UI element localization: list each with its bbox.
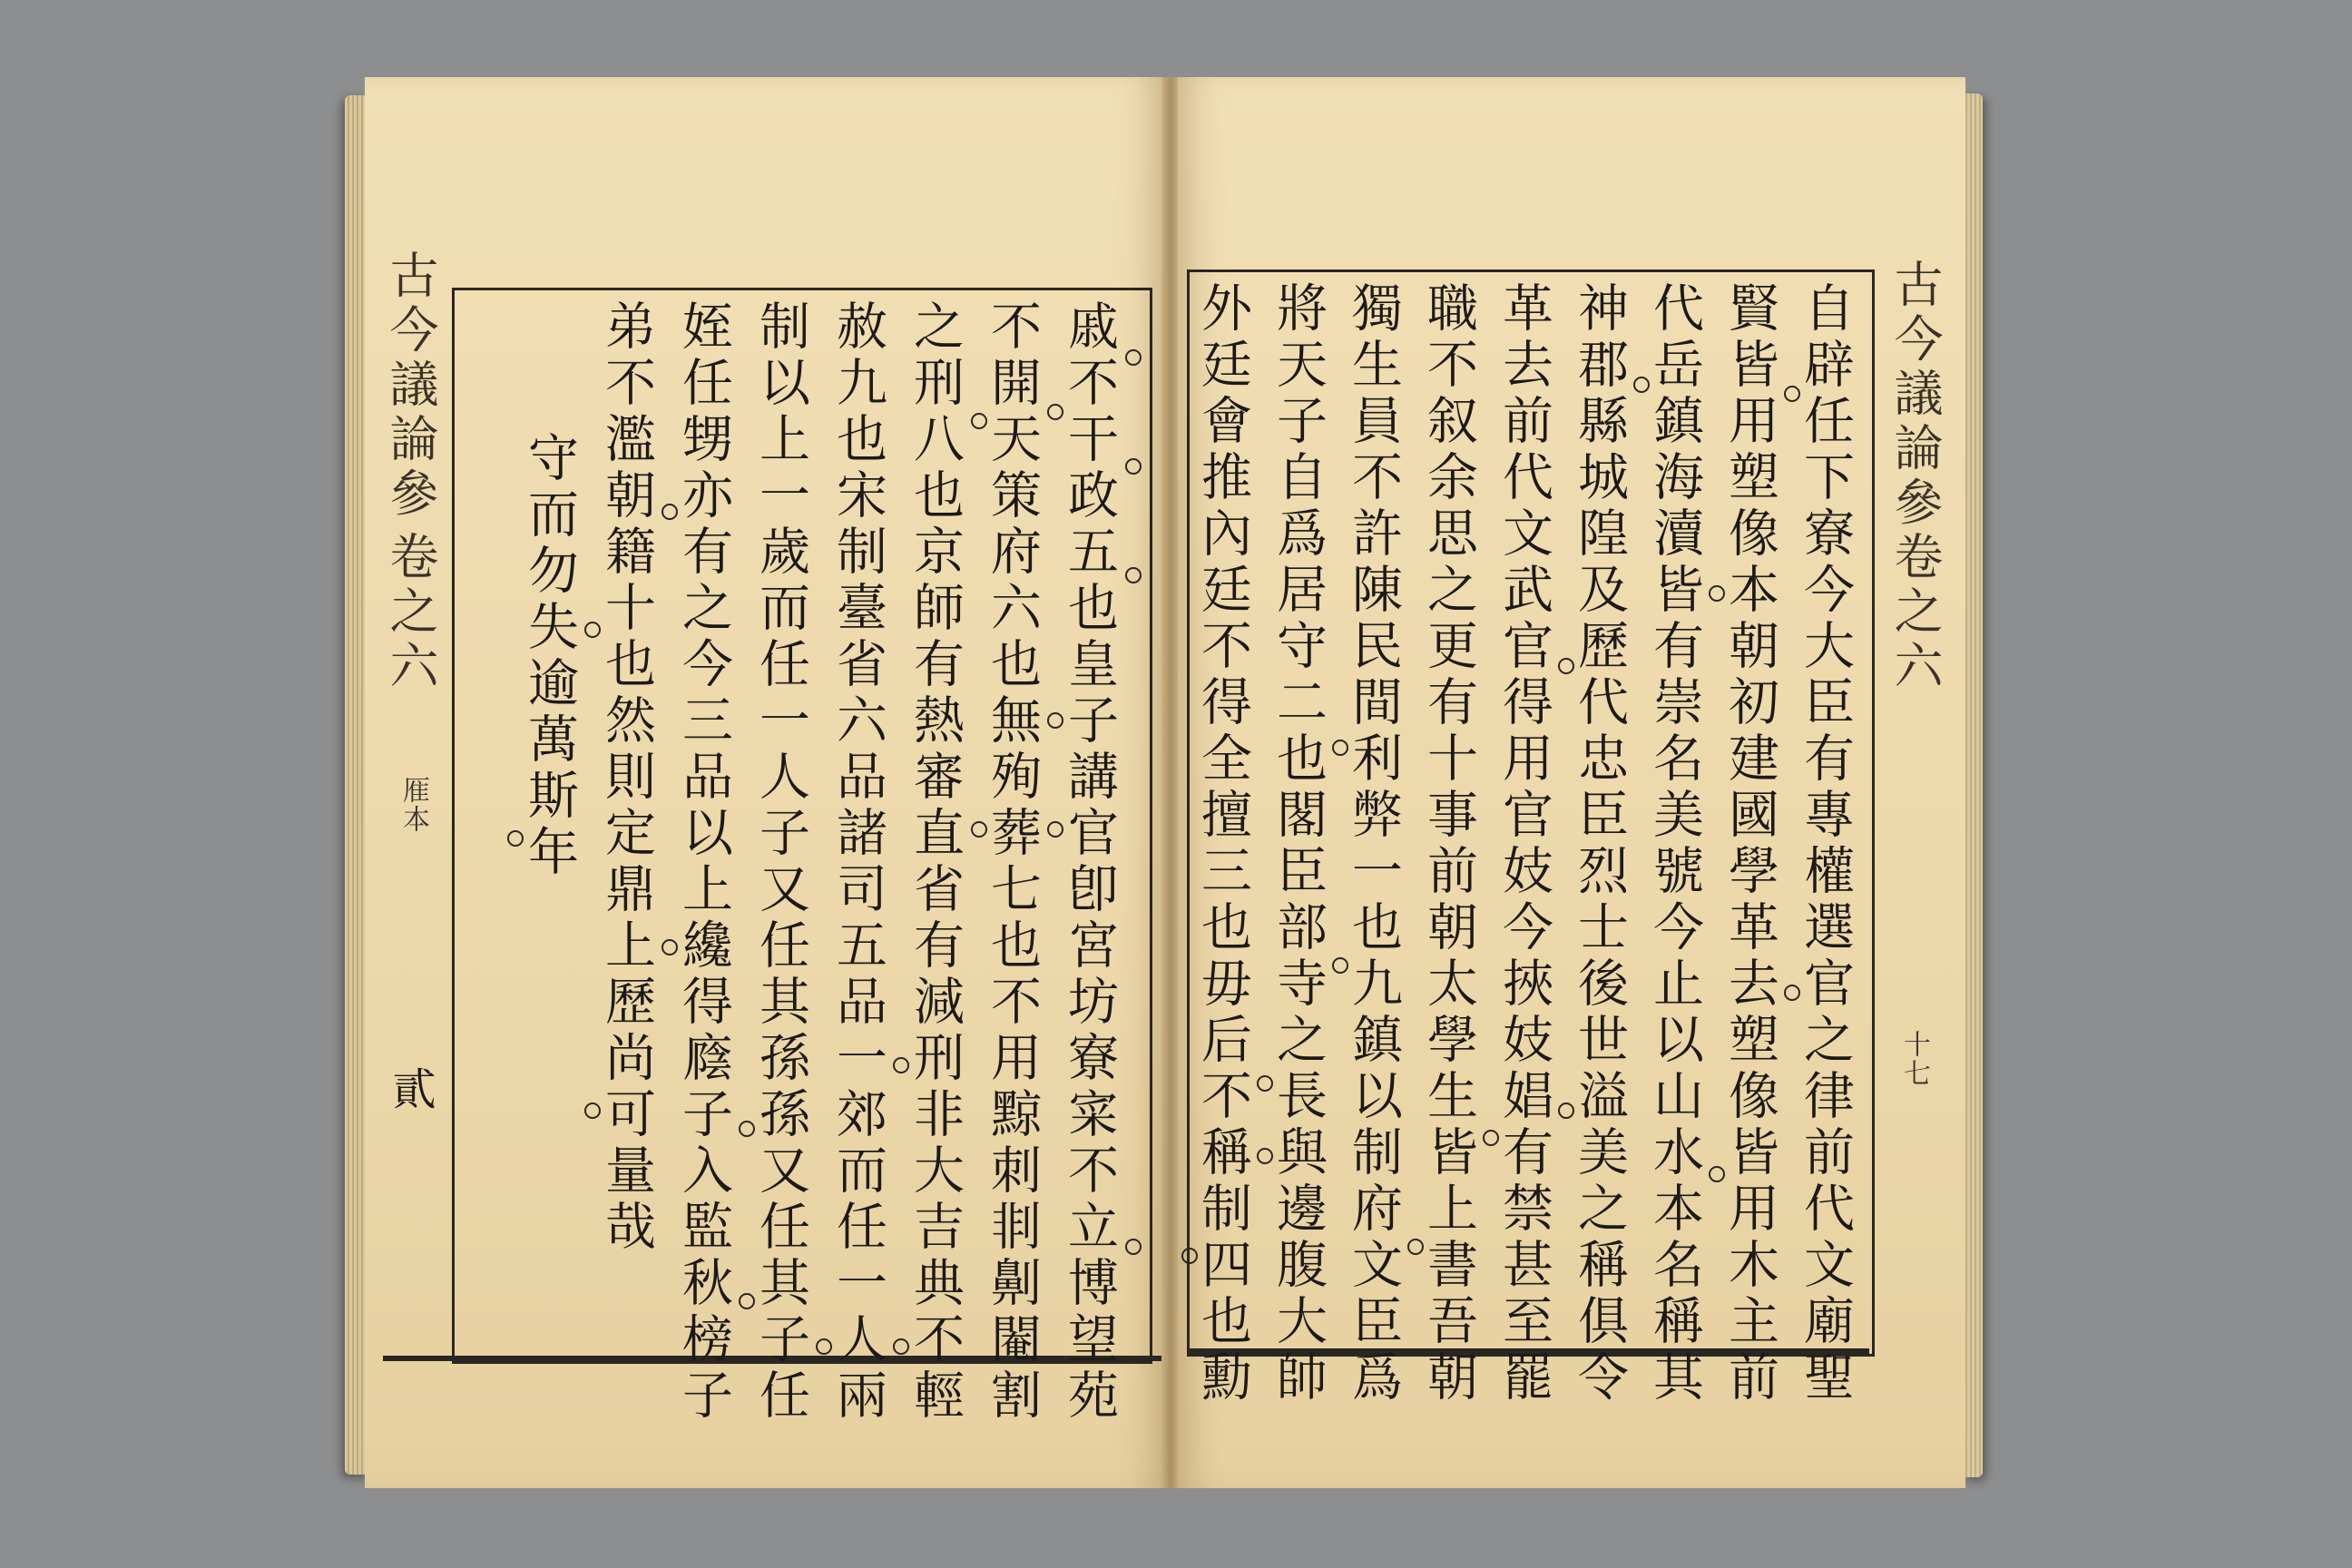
right-folio: 十七 bbox=[1898, 1030, 1930, 1088]
punctuation-circle bbox=[1125, 349, 1142, 366]
punctuation-circle bbox=[816, 1338, 832, 1355]
punctuation-circle bbox=[1483, 1130, 1499, 1146]
punctuation-circle bbox=[739, 1121, 755, 1137]
punctuation-circle bbox=[1407, 1239, 1424, 1255]
punctuation-circle bbox=[507, 830, 524, 847]
punctuation-circle bbox=[1633, 377, 1650, 393]
punctuation-circle bbox=[1558, 1102, 1574, 1119]
right-page-edges bbox=[1963, 93, 1983, 1477]
left-column-4: 赦九也宋制臺省六品諸司五品一郊而任一人兩 bbox=[828, 299, 887, 1425]
left-column-3: 之刑八也京師有熱審直省有減刑非大吉典不輕 bbox=[906, 299, 965, 1425]
punctuation-circle bbox=[1709, 1166, 1725, 1182]
left-margin-heading: 古今議論參 bbox=[382, 250, 439, 522]
left-margin-stamp: 㕍本 bbox=[397, 776, 429, 834]
right-column-4: 神郡縣城隍及歷代忠臣烈士後世溢美之稱俱令 bbox=[1570, 281, 1629, 1406]
left-margin-volume: 卷之六 bbox=[382, 531, 439, 694]
left-column-7: 弟不濫朝籍十也然則定鼎上歷尚可量哉 bbox=[597, 299, 656, 1256]
punctuation-circle bbox=[1558, 658, 1574, 674]
right-margin-volume: 卷之六 bbox=[1886, 531, 1944, 694]
punctuation-circle bbox=[1332, 957, 1348, 974]
punctuation-circle bbox=[893, 1057, 909, 1073]
right-margin-heading: 古今議論參 bbox=[1886, 259, 1944, 531]
left-column-6: 姪任甥亦有之今三品以上纔得廕子入監秋榜子 bbox=[674, 299, 733, 1425]
right-column-2: 賢皆用塑像本朝初建國學革去塑像皆用木主前 bbox=[1720, 281, 1779, 1406]
right-column-3: 代岳鎮海瀆皆有崇名美號今止以山水本名稱其 bbox=[1645, 281, 1704, 1406]
right-column-9: 外廷會推內廷不得全擅三也毋后不稱制四也勳 bbox=[1193, 281, 1252, 1406]
punctuation-circle bbox=[1332, 740, 1348, 756]
right-page bbox=[1178, 77, 1965, 1488]
punctuation-circle bbox=[584, 1102, 601, 1119]
right-column-1: 自辟任下寮今大臣有專權選官之律前代文廟聖 bbox=[1796, 281, 1855, 1406]
punctuation-circle bbox=[1047, 821, 1063, 838]
right-column-8: 將天子自爲居守二也閣臣部寺之長與邊腹大帥 bbox=[1269, 281, 1328, 1406]
right-column-5: 革去前代文武官得用官妓今挾妓娼有禁甚至罷 bbox=[1494, 281, 1553, 1406]
punctuation-circle bbox=[662, 939, 678, 956]
punctuation-circle bbox=[1047, 404, 1063, 420]
punctuation-circle bbox=[1181, 1248, 1198, 1264]
left-column-8: 守而勿失逾萬斯年 bbox=[520, 431, 579, 881]
punctuation-circle bbox=[1257, 1075, 1273, 1092]
left-column-5: 制以上一歲而任一人子又任其孫孫又任其子任 bbox=[751, 299, 810, 1425]
punctuation-circle bbox=[1125, 1239, 1142, 1255]
punctuation-circle bbox=[739, 1293, 755, 1309]
left-page bbox=[365, 77, 1163, 1488]
punctuation-circle bbox=[1125, 567, 1142, 583]
open-book bbox=[345, 77, 1983, 1488]
punctuation-circle bbox=[1047, 712, 1063, 729]
punctuation-circle bbox=[1125, 458, 1142, 475]
punctuation-circle bbox=[584, 622, 601, 638]
left-column-1: 戚不干政五也皇子講官卽宮坊寮寀不立博望苑 bbox=[1060, 299, 1119, 1425]
punctuation-circle bbox=[971, 821, 987, 838]
punctuation-circle bbox=[1784, 386, 1800, 402]
right-column-6: 職不叙余思之更有十事前朝太學生皆上書吾朝 bbox=[1419, 281, 1478, 1406]
left-column-2: 不開天策府六也無殉葬七也不用黥刺剕劓閹割 bbox=[983, 299, 1042, 1425]
punctuation-circle bbox=[662, 504, 678, 520]
book-gutter bbox=[1161, 77, 1180, 1488]
punctuation-circle bbox=[1257, 1148, 1273, 1164]
left-leaf-mark: 貳 bbox=[385, 1066, 436, 1115]
punctuation-circle bbox=[893, 1338, 909, 1355]
punctuation-circle bbox=[1709, 585, 1725, 602]
right-column-7: 獨生員不許陳民間利弊一也九鎮以制府文臣爲 bbox=[1344, 281, 1403, 1406]
punctuation-circle bbox=[1784, 985, 1800, 1001]
punctuation-circle bbox=[971, 413, 987, 429]
